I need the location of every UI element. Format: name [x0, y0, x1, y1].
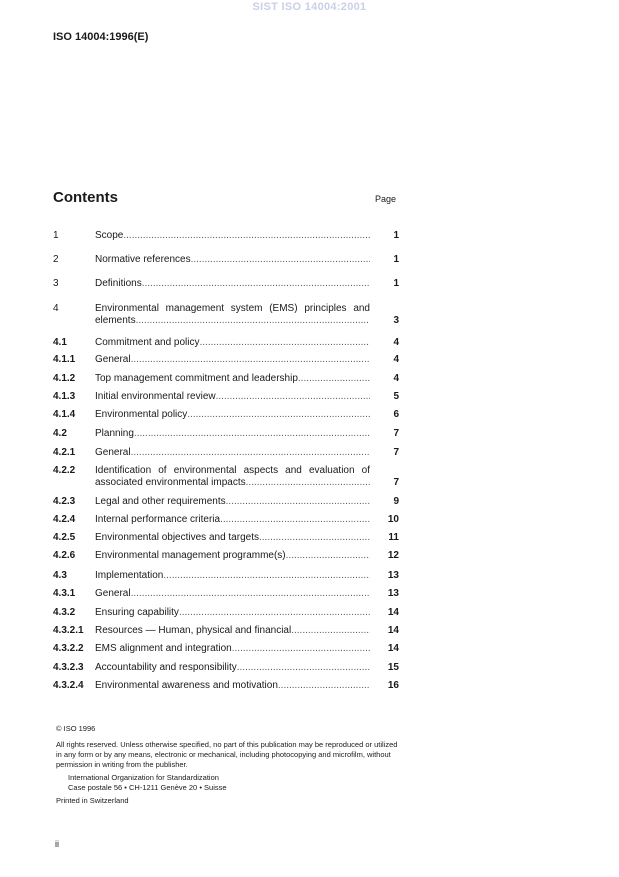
toc-entry-number: 4.3.2.4	[53, 680, 84, 691]
toc-entry-title: Resources — Human, physical and financial	[95, 625, 292, 636]
copyright-line: © ISO 1996	[56, 724, 96, 733]
toc-entry-title: Accountability and responsibility	[95, 662, 237, 673]
dot-leader	[232, 643, 370, 655]
toc-entry-number: 4.1.2	[53, 373, 76, 384]
toc-entry-title: Definitions	[95, 278, 142, 289]
toc-entry-title-line2: elements	[95, 315, 136, 326]
dot-leader	[187, 409, 370, 421]
dot-leader	[220, 514, 370, 526]
toc-entry-title: General	[95, 447, 131, 458]
toc-entry-title: Normative references	[95, 254, 191, 265]
dot-leader	[136, 315, 370, 327]
toc-entry-page: 1	[393, 230, 399, 241]
toc-entry-number: 3	[53, 278, 59, 289]
toc-entry-page: 1	[393, 254, 399, 265]
toc-entry-number: 4.3.2.3	[53, 662, 84, 673]
page-number: ii	[55, 839, 59, 849]
toc-entry-page: 13	[387, 588, 399, 599]
toc-entry-title: EMS alignment and integration	[95, 643, 232, 654]
toc-entry-number: 4.3.2.1	[53, 625, 84, 636]
toc-entry-title-line1: Identification of environmental aspects and evaluation of	[95, 465, 370, 476]
toc-entry-title: Top management commitment and leadership	[95, 373, 298, 384]
toc-entry-title: Scope	[95, 230, 124, 241]
organization-address: Case postale 56 • CH-1211 Genève 20 • Suisse	[68, 783, 227, 792]
toc-entry-page: 16	[387, 680, 399, 691]
toc-entry-title: Internal performance criteria	[95, 514, 221, 525]
toc-entry-page: 4	[393, 354, 399, 365]
toc-entry-page: 10	[387, 514, 399, 525]
toc-entry-page: 6	[393, 409, 399, 420]
toc-entry-title: Environmental awareness and motivation	[95, 680, 278, 691]
toc-entry-number: 4.2.2	[53, 465, 76, 476]
toc-entry-title-line1: Environmental management system (EMS) principles and	[95, 303, 370, 314]
document-id: ISO 14004:1996(E)	[53, 31, 149, 43]
toc-entry-page: 3	[393, 315, 399, 326]
organization-name: International Organization for Standardization	[68, 773, 219, 782]
toc-entry-number: 4.2.4	[53, 514, 76, 525]
dot-leader	[286, 550, 370, 562]
watermark: SIST ISO 14004:2001	[252, 1, 367, 13]
toc-entry-title-line2: associated environmental impacts	[95, 477, 246, 488]
toc-entry-number: 4.3.1	[53, 588, 76, 599]
toc-entry-page: 7	[393, 428, 399, 439]
toc-entry-number: 4.2.5	[53, 532, 76, 543]
dot-leader	[278, 680, 370, 692]
toc-entry-page: 4	[393, 337, 399, 348]
toc-entry-title: Environmental management programme(s)	[95, 550, 286, 561]
rights-statement: All rights reserved. Unless otherwise specified, no part of this publication may be reproduced or utilized in any form or by any means, electronic or mechanical, including photocopying and microfilm, without permission in writing from the publisher.	[56, 740, 398, 769]
toc-entry-title: General	[95, 354, 131, 365]
toc-entry-title: Commitment and policy	[95, 337, 200, 348]
toc-entry-page: 14	[387, 607, 399, 618]
toc-entry-page: 4	[393, 373, 399, 384]
dot-leader	[298, 373, 370, 385]
toc-entry-number: 4.3.2	[53, 607, 76, 618]
toc-entry-page: 9	[393, 496, 399, 507]
toc-entry-page: 14	[387, 625, 399, 636]
toc-entry-title: Legal and other requirements	[95, 496, 226, 507]
toc-entry-number: 2	[53, 254, 59, 265]
toc-entry-title: General	[95, 588, 131, 599]
toc-entry-number: 4.2.3	[53, 496, 76, 507]
dot-leader	[131, 588, 370, 600]
dot-leader	[291, 625, 370, 637]
dot-leader	[123, 230, 370, 242]
toc-entry-number: 4.2	[53, 428, 67, 439]
toc-entry-page: 7	[393, 477, 399, 488]
toc-entry-number: 4	[53, 303, 59, 314]
toc-entry-number: 4.3.2.2	[53, 643, 84, 654]
page-column-label: Page	[375, 194, 397, 204]
toc-entry-number: 4.2.1	[53, 447, 76, 458]
toc-entry-number: 4.1	[53, 337, 67, 348]
toc-entry-title: Ensuring capability	[95, 607, 179, 618]
dot-leader	[226, 496, 370, 508]
toc-entry-page: 13	[387, 570, 399, 581]
toc-entry-page: 14	[387, 643, 399, 654]
dot-leader	[191, 254, 370, 266]
toc-entry-number: 1	[53, 230, 59, 241]
dot-leader	[142, 278, 370, 290]
toc-entry-title: Environmental policy	[95, 409, 188, 420]
toc-entry-title: Planning	[95, 428, 134, 439]
toc-entry-page: 15	[387, 662, 399, 673]
copyright-notice	[56, 724, 402, 806]
toc-entry-number: 4.3	[53, 570, 67, 581]
dot-leader	[179, 607, 370, 619]
dot-leader	[246, 477, 370, 489]
printed-in: Printed in Switzerland	[56, 796, 129, 805]
toc-entry-page: 12	[387, 550, 399, 561]
dot-leader	[131, 354, 370, 366]
dot-leader	[163, 570, 370, 582]
dot-leader	[131, 447, 370, 459]
dot-leader	[259, 532, 370, 544]
dot-leader	[134, 428, 370, 440]
dot-leader	[199, 337, 370, 349]
toc-entry-number: 4.1.3	[53, 391, 76, 402]
toc-entry-number: 4.2.6	[53, 550, 76, 561]
dot-leader	[216, 391, 370, 403]
toc-entry-title: Environmental objectives and targets	[95, 532, 259, 543]
toc-entry-page: 7	[393, 447, 399, 458]
toc-entry-number: 4.1.1	[53, 354, 76, 365]
toc-entry-number: 4.1.4	[53, 409, 76, 420]
dot-leader	[237, 662, 370, 674]
toc-entry-page: 5	[393, 391, 399, 402]
toc-entry-page: 11	[388, 532, 399, 543]
toc-entry-page: 1	[393, 278, 399, 289]
toc-entry-title: Implementation	[95, 570, 164, 581]
contents-heading: Contents	[53, 189, 118, 206]
toc-entry-title: Initial environmental review	[95, 391, 216, 402]
